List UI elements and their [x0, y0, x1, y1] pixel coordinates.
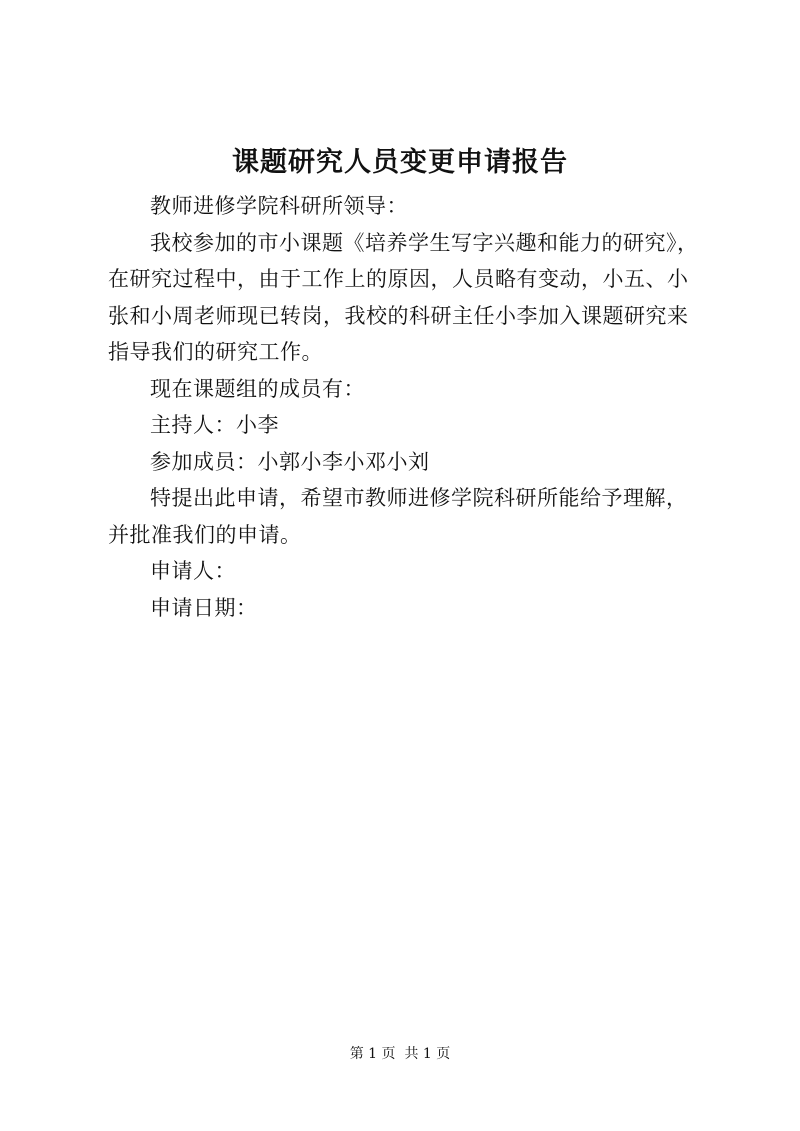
members-intro: 现在课题组的成员有：	[150, 376, 365, 401]
salutation: 教师进修学院科研所领导：	[150, 194, 408, 218]
members-line: 参加成员：小郭小李小邓小刘	[150, 449, 430, 474]
request-paragraph: 特提出此申请，希望市教师进修学院科研所能给予理解，并批准我们的申请。	[108, 486, 688, 547]
host-line: 主持人：小李	[150, 413, 279, 437]
document-body	[108, 188, 704, 626]
page-number: 第 1 页 共 1 页	[349, 1046, 451, 1062]
date-line: 申请日期：	[150, 595, 258, 620]
paragraph-change-reason: 我校参加的市小课题《培养学生写字兴趣和能力的研究》，在研究过程中，由于工作上的原因，人员略有变动，小五、小张和小周老师现已转岗，我校的科研主任小李加入课题研究来指导我们的研究工作。	[108, 230, 699, 364]
applicant-line: 申请人：	[150, 559, 236, 583]
document-title: 课题研究人员变更申请报告	[232, 147, 568, 178]
page-footer	[0, 1044, 800, 1064]
